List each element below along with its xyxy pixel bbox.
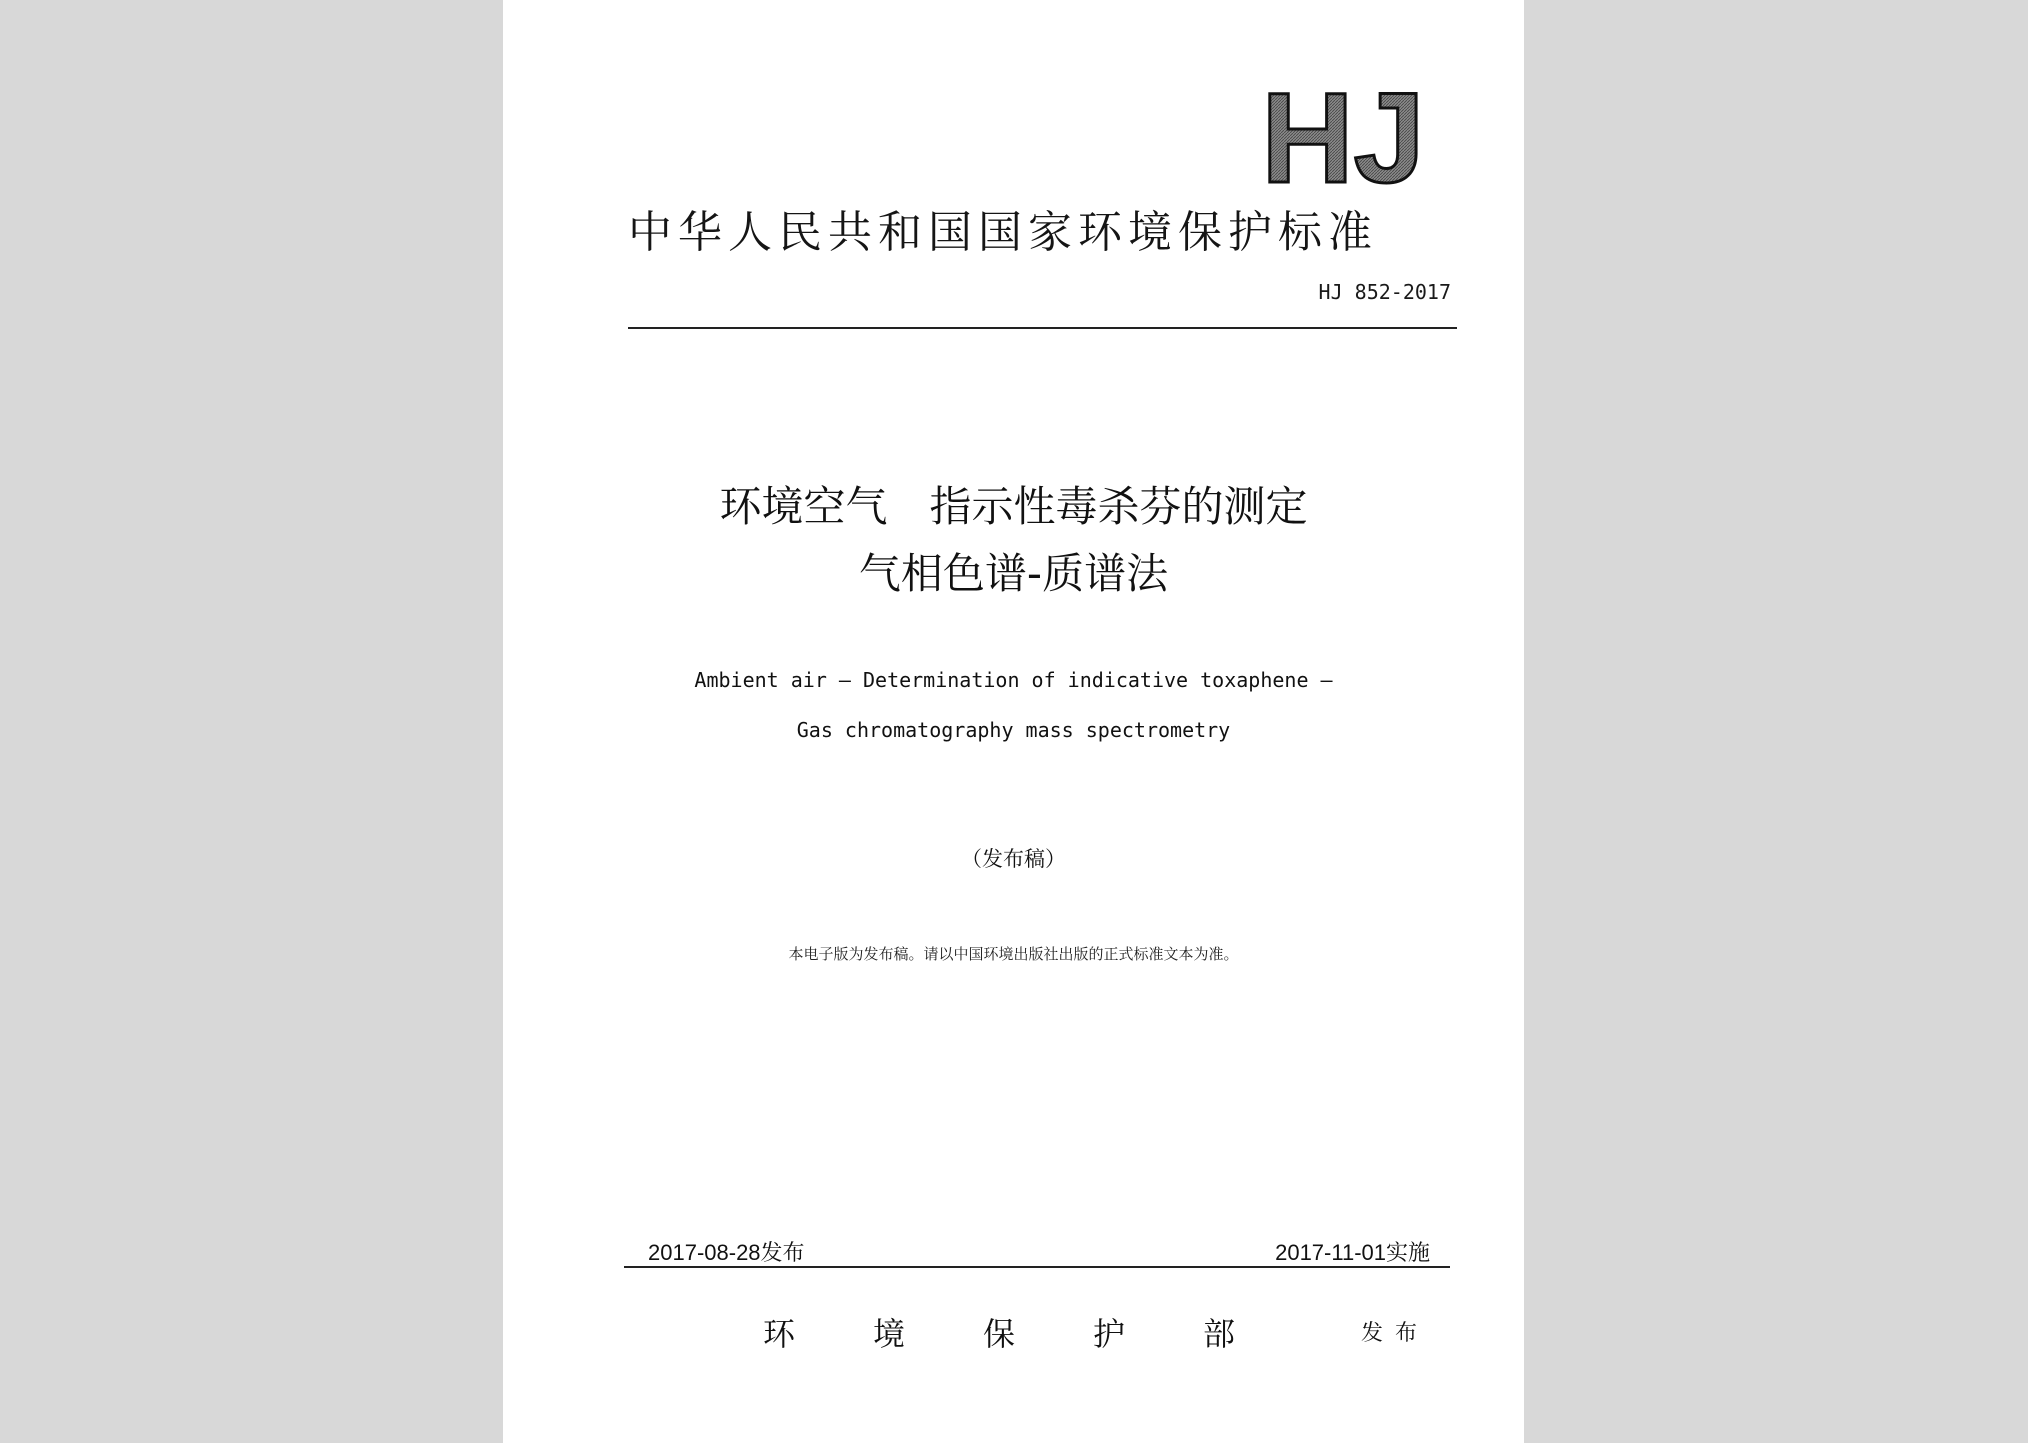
implement-date: 2017-11-01实施 [1275,1240,1430,1265]
edition-note: 本电子版为发布稿。请以中国环境出版社出版的正式标准文本为准。 [788,945,1239,963]
english-title-line-2: Gas chromatography mass spectrometry [796,718,1231,742]
publisher-suffix: 发布 [1361,1321,1430,1346]
draft-label: （发布稿） [961,847,1066,871]
header-divider [628,327,1457,329]
standard-type-title: 中华人民共和国国家环境保护标准 [628,207,1378,258]
document-page [503,0,1524,1443]
standard-number: HJ 852-2017 [1318,280,1451,304]
chinese-title-line-1: 环境空气 指示性毒杀芬的测定 [719,482,1308,531]
english-title-line-1: Ambient air — Determination of indicative toxaphene — [694,668,1333,692]
hj-logo-text: HJ [1261,82,1425,192]
chinese-title-line-2: 气相色谱-质谱法 [858,549,1169,598]
hj-logo [1248,82,1438,192]
publisher-name: 环境保护部 [763,1315,1314,1353]
footer-divider [624,1266,1450,1268]
issue-date: 2017-08-28发布 [648,1240,805,1265]
